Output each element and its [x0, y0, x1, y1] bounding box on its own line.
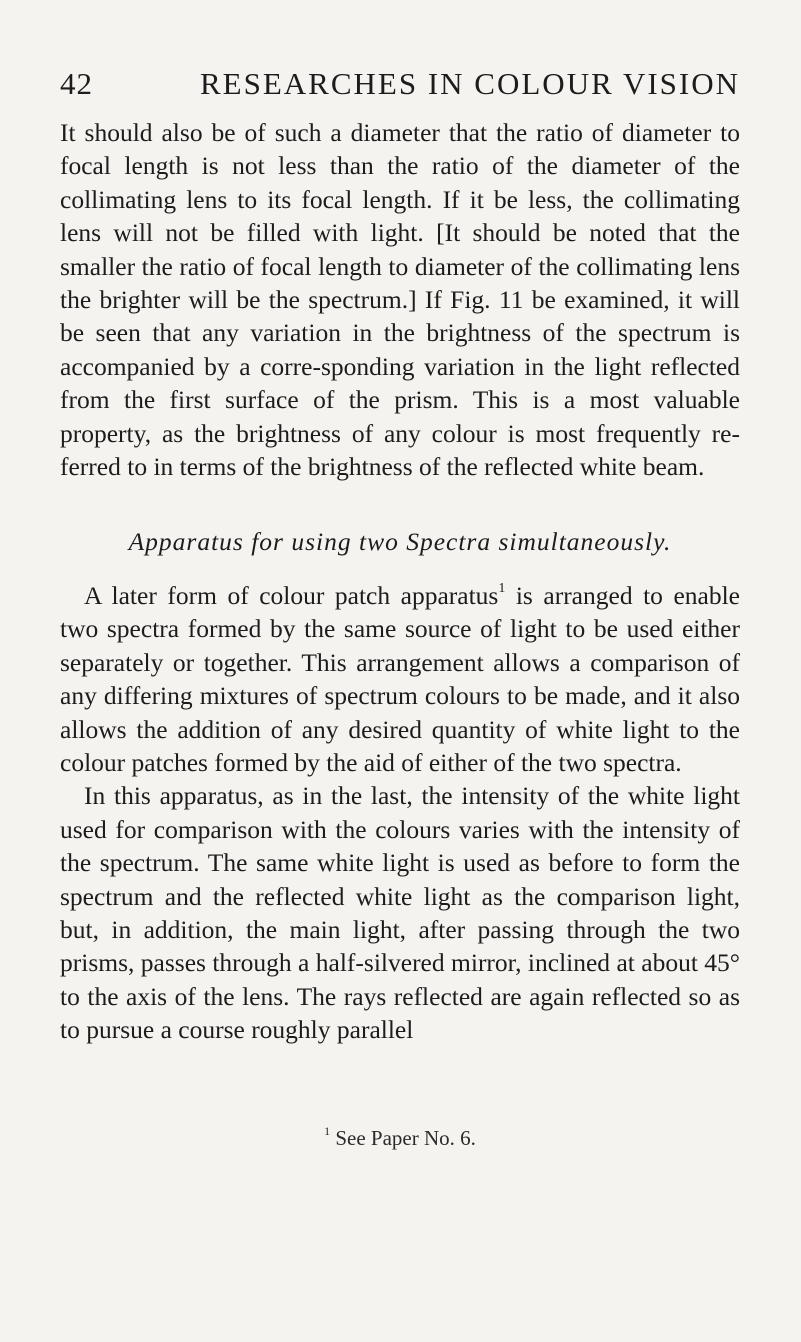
footnote-text: See Paper No. 6.	[335, 1126, 476, 1150]
paragraph-3: In this apparatus, as in the last, the intensity of the white light used for comparison with the colours varies with the intensity of the spectrum. The same white light is used as before to form the spectrum and the reflected white light as the comparison light, but, in addition, the main light, after passing through the two prisms, passes through a half-silvered mirror, inclined at about 45° to the axis of the lens. The rays reflected are again reflected so as to pursue a course roughly parallel	[60, 781, 740, 1045]
paragraph-2	[60, 579, 740, 779]
paragraph-2-rest: is arranged to enable two spectra formed by the same source of light to be used either separately or together. This arrangement allows a comparison of any differing mixtures of spectrum colours to be made, and it also allows the addition of any desired quantity of white light to the colour patches formed by the aid of either of the two spectra.	[60, 580, 740, 777]
running-header	[60, 66, 740, 106]
paragraph-1: It should also be of such a diameter that the ratio of diameter to focal length is not less than the ratio of the diameter of the collimating lens to its focal length. If it be less, the collimating lens will not be filled with light. [It should be noted that the smaller the ratio of focal length to diameter of the collimating lens the brighter will be the spectrum.] If Fig. 11 be examined, it will be seen that any variation in the brightness of the spectrum is accompanied by a corre-sponding variation in the light reflected from the first surface of the prism. This is a most valuable property, as the brightness of any colour is most frequently re-ferred to in terms of the brightness of the reflected white beam.	[60, 118, 740, 482]
footnote-reference: 1	[498, 581, 506, 597]
footnote-mark: 1	[324, 1124, 331, 1138]
paragraph-2-start: A later form of colour patch apparatus	[84, 580, 499, 610]
page-number: 42	[60, 66, 93, 101]
page-body	[60, 116, 740, 1047]
running-title: RESEARCHES IN COLOUR VISION	[200, 66, 740, 101]
section-heading: Apparatus for using two Spectra simultaneously.	[128, 527, 672, 557]
footnote	[60, 1126, 740, 1151]
